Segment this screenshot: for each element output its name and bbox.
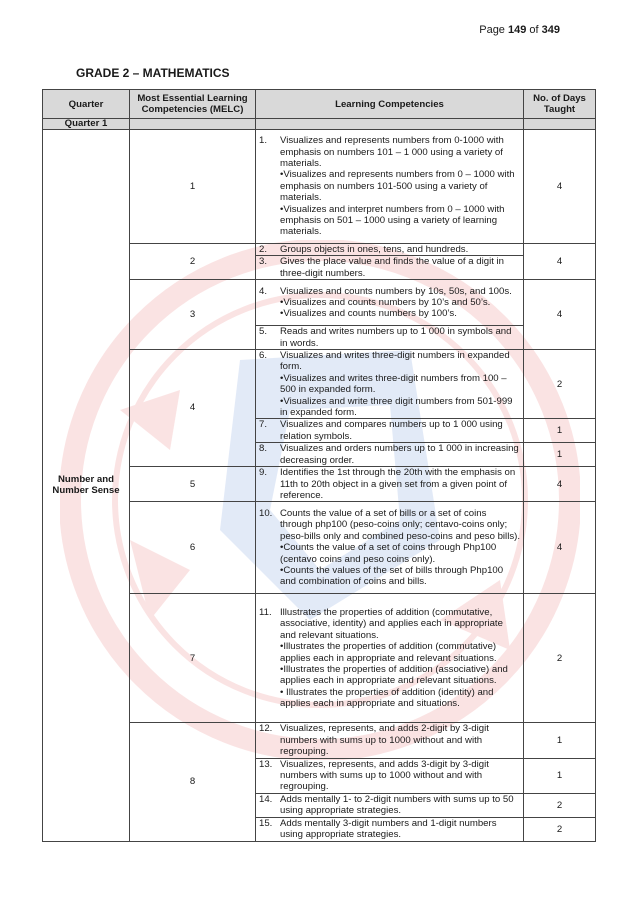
competency-cell: [256, 793, 524, 817]
competency-text: Visualizes and orders numbers up to 1 000 in increasing decreasing order.: [280, 443, 519, 466]
competency-cell: [256, 280, 524, 326]
competency-cell: [256, 723, 524, 758]
melc-number: 5: [130, 467, 256, 502]
competency-number: 11.: [259, 606, 272, 618]
domain-cell: Number and Number Sense: [43, 130, 130, 842]
competency-text: Visualizes, represents, and adds 2-digit by 3-digit numbers with sums up to 1000 without and with regrouping.: [280, 723, 489, 758]
competency-text: Visualizes and represents numbers from 0-1000 with emphasis on numbers 101 – 1 000 using a variety of materials.: [280, 135, 504, 169]
competency-text: Reads and writes numbers up to 1 000 in symbols and in words.: [280, 326, 512, 349]
header-quarter: Quarter: [43, 90, 130, 119]
header-melc: Most Essential Learning Competencies (MELC): [130, 90, 256, 119]
competency-number: 14.: [259, 793, 273, 805]
header-days-taught: No. of Days Taught: [524, 90, 596, 119]
competency-cell: [256, 467, 524, 502]
competency-text: Visualizes and compares numbers up to 1 000 using relation symbols.: [280, 419, 503, 442]
days-cell: 2: [524, 817, 596, 841]
days-cell: 4: [524, 502, 596, 594]
days-cell: 4: [524, 467, 596, 502]
competency-text: Groups objects in ones, tens, and hundreds.: [280, 244, 469, 255]
competency-text: •Counts the values of the set of bills through Php100 and combination of coins and bills.: [280, 564, 504, 588]
competency-cell: [256, 502, 524, 594]
competency-text: •Illustrates the properties of addition (associative) and applies each in appropriate and relevant situations.: [280, 664, 508, 687]
days-cell: 4: [524, 130, 596, 244]
competency-number: 1.: [259, 135, 268, 147]
competency-text: •Visualizes and interpret numbers from 0 – 1000 with emphasis on 501 – 1000 using a variety of learning materials.: [280, 203, 505, 238]
melc-number: 8: [130, 723, 256, 841]
table-header-row: [43, 90, 596, 119]
quarter-label: Quarter 1: [43, 119, 130, 130]
competency-text: •Visualizes and counts numbers by 100’s.: [280, 308, 457, 320]
competency-number: 4.: [259, 285, 268, 297]
competency-number: 6.: [259, 350, 268, 362]
competency-text: Adds mentally 1- to 2-digit numbers with sums up to 50 using appropriate strategies.: [280, 793, 514, 817]
competency-text: Illustrates the properties of addition (commutative, associative, identity) and applies each in appropriate and relevant situations.: [280, 606, 503, 641]
competency-cell: [256, 443, 524, 467]
competency-cell: [256, 594, 524, 723]
melc-number: 7: [130, 594, 256, 723]
competency-cell: [256, 419, 524, 443]
melc-number: 4: [130, 350, 256, 467]
melc-table: [42, 89, 596, 842]
competency-number: 10.: [259, 507, 273, 519]
competency-text: •Visualizes and writes three-digit numbers from 100 – 500 in expanded form.: [280, 372, 507, 396]
days-cell: 4: [524, 244, 596, 280]
competency-number: 15.: [259, 817, 273, 829]
competency-number: 7.: [259, 419, 268, 431]
competency-text: Visualizes and counts numbers by 10s, 50s, and 100s.: [280, 285, 512, 297]
days-cell: 4: [524, 280, 596, 350]
quarter-row: [43, 119, 596, 130]
melc-number: 3: [130, 280, 256, 350]
competency-text: • Illustrates the properties of addition (identity) and applies each in appropriate and situations.: [280, 686, 494, 710]
competency-number: 9.: [259, 467, 268, 479]
competency-number: 5.: [259, 326, 268, 338]
competency-text: Adds mentally 3-digit numbers and 1-digit numbers using appropriate strategies.: [280, 817, 497, 841]
days-cell: 1: [524, 419, 596, 443]
competency-text: •Visualizes and represents numbers from 0 – 1000 with emphasis on numbers 101-500 using a variety of materials.: [280, 169, 515, 204]
competency-cell: [256, 244, 524, 256]
competency-cell: [256, 350, 524, 419]
competency-cell: [256, 817, 524, 841]
days-cell: 2: [524, 350, 596, 419]
days-cell: 1: [524, 758, 596, 793]
competency-number: 12.: [259, 723, 273, 735]
competency-text: Counts the value of a set of bills or a set of coins through php100 (peso-coins only; centavo-coins only; peso-bills only and combined peso-coins and peso bills).: [280, 507, 520, 542]
days-cell: 2: [524, 594, 596, 723]
document-title: GRADE 2 – MATHEMATICS: [76, 66, 230, 80]
table-row: [43, 130, 596, 244]
competency-number: 13.: [259, 758, 273, 770]
competency-cell: [256, 326, 524, 350]
days-cell: 2: [524, 793, 596, 817]
melc-number: 1: [130, 130, 256, 244]
competency-cell: [256, 758, 524, 793]
competency-cell: [256, 130, 524, 244]
header-learning-competencies: Learning Competencies: [256, 90, 524, 119]
competency-number: 2.: [259, 244, 268, 255]
competency-text: •Visualizes and counts numbers by 10’s and 50’s.: [280, 297, 491, 309]
competency-number: 8.: [259, 443, 268, 455]
competency-text: Visualizes and writes three-digit numbers in expanded form.: [280, 350, 510, 373]
competency-number: 3.: [259, 256, 268, 268]
competency-text: •Visualizes and write three digit numbers from 501-999 in expanded form.: [280, 395, 513, 419]
competency-text: •Counts the value of a set of coins through Php100 (centavo coins and peso coins only).: [280, 542, 497, 565]
days-cell: 1: [524, 723, 596, 758]
competency-text: Identifies the 1st through the 20th with the emphasis on 11th to 20th object in a given set from a given point of reference.: [280, 467, 516, 501]
melc-number: 2: [130, 244, 256, 280]
competency-text: •Illustrates the properties of addition (commutative) applies each in appropriate and relevant situations.: [280, 641, 497, 664]
competency-cell: [256, 256, 524, 280]
days-cell: 1: [524, 443, 596, 467]
melc-number: 6: [130, 502, 256, 594]
competency-text: Gives the place value and finds the value of a digit in three-digit numbers.: [280, 256, 504, 279]
competency-text: Visualizes, represents, and adds 3-digit by 3-digit numbers with sums up to 1000 without and with regrouping.: [280, 758, 489, 793]
page-number: Page 149 of 349: [479, 24, 560, 36]
